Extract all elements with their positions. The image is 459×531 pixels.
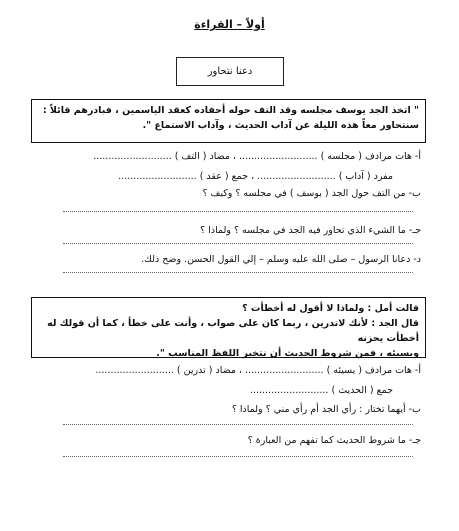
passage-1 (31, 99, 426, 143)
q2a-plural: جمع ( الحديث ) .......................... (249, 385, 393, 396)
q1a-synonym: مرادف ( مجلسه ) .......................... (239, 151, 393, 162)
lesson-title-box (176, 57, 284, 86)
answer-line (63, 424, 413, 425)
q2b (232, 403, 421, 416)
answer-line (63, 211, 413, 212)
q1d (141, 253, 421, 266)
passage-2-line3: ويسيئه ، فمن شروط الحديث أن نتخير اللفظ المناسب ". (156, 348, 419, 359)
q1d-text: د- دعانا الرسول – صلى الله عليه وسلم – إلي القول الحسن. وضح ذلك. (141, 254, 421, 265)
q1a-row1 (31, 150, 421, 163)
q1b-text: ب- من التف حول الجد ( يوسف ) في مجلسه ؟ وكيف ؟ (202, 188, 421, 199)
q1c-text: جـ- ما الشيء الذي تحاور فيه الجد في مجلسه ؟ ولماذا ؟ (200, 225, 421, 236)
q1a-antonym: ، مضاد ( التف ) .......................... (93, 151, 236, 162)
passage-2 (31, 297, 426, 358)
passage-2-line1: قالت أمل : ولماذا لا أقول له أخطأت ؟ (242, 303, 419, 314)
passage-1-text: " اتخذ الجد يوسف مجلسه وقد التف حوله أحفاده كعقد الياسمين ، فبادرهم قائلاً : سنتحاور معاً هذه الليلة عن آداب الحديث ، وآداب الاستماع ". (42, 105, 419, 131)
q1a-plural: ، جمع ( عقد ) .......................... (118, 171, 255, 182)
answer-line (63, 456, 413, 457)
section-heading (0, 18, 459, 31)
q1a-label: أ- هات (395, 151, 421, 162)
q1a-singular: مفرد ( آداب ) .......................... (257, 171, 393, 182)
answer-line (63, 272, 413, 273)
lesson-title: دعنا نتحاور (207, 66, 253, 77)
q2c-text: جـ- ما شروط الحديث كما تفهم من العبارة ؟ (247, 435, 421, 446)
passage-2-line2: قال الجد : لأنك لاتدرين ، ربما كان على صواب ، وأنت على خطأ ، كما أن قولك له أخطأت يحزنه (47, 318, 419, 344)
q1c (200, 224, 421, 237)
q2a-synonym: مرادف ( يسيئه ) .......................... (245, 365, 393, 376)
q1a-row2 (33, 170, 421, 183)
q2a-row2 (33, 384, 421, 397)
q2a-label: أ- هات (395, 365, 421, 376)
q2a-antonym: ، مضاد ( تدرين ) .......................... (95, 365, 242, 376)
q2c (248, 434, 421, 447)
section-heading-text: أولاً – القراءة (194, 18, 265, 31)
answer-line (63, 243, 413, 244)
q2a-row1 (31, 364, 421, 377)
q2b-text: ب- أيهما تختار : رأي الجد أم رأي مني ؟ ولماذا ؟ (231, 404, 421, 415)
q1b (202, 187, 421, 200)
